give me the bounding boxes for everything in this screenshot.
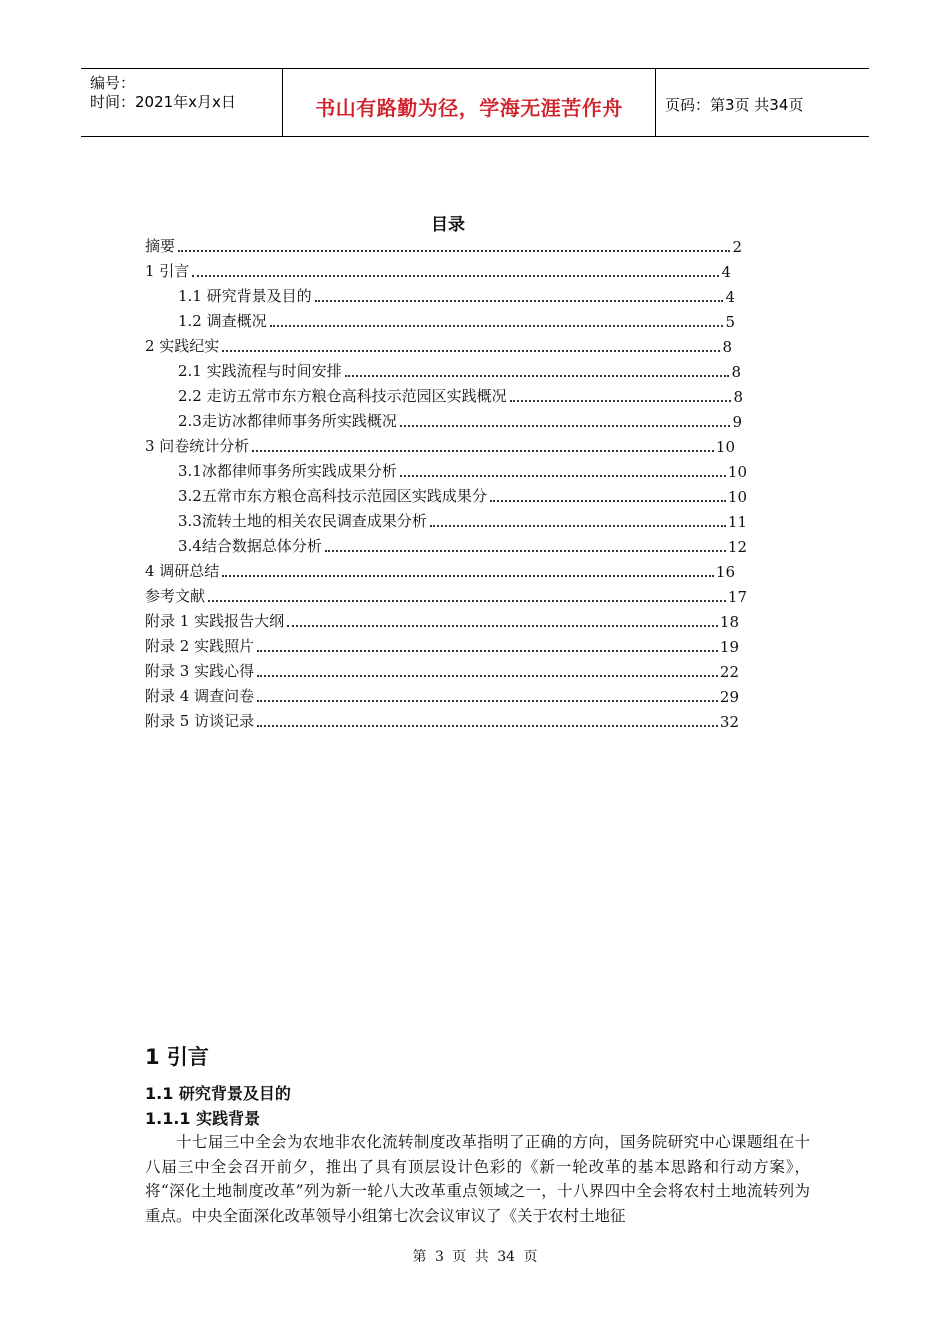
header-motto: 书山有路勤为径，学海无涯苦作舟 xyxy=(315,96,623,120)
toc-leader-dots xyxy=(257,699,718,702)
toc-entry-label: 1.2 调查概况 xyxy=(178,312,267,330)
toc-entry-label: 1.1 研究背景及目的 xyxy=(178,287,312,305)
toc-entry-page: 4 xyxy=(725,288,735,306)
toc-entry-3-4[interactable] xyxy=(178,534,747,556)
toc-entry-label: 3.4结合数据总体分析 xyxy=(178,537,322,555)
toc-leader-dots xyxy=(400,474,726,477)
header-info-cell xyxy=(81,69,282,136)
toc-leader-dots xyxy=(430,524,726,527)
toc-entry-3[interactable] xyxy=(145,434,735,456)
toc-entry-1-2[interactable] xyxy=(178,309,735,331)
toc-entry-label: 2 实践纪实 xyxy=(145,337,220,355)
toc-leader-dots xyxy=(178,249,730,252)
toc-title: 目录 xyxy=(431,215,465,235)
toc-entry-label: 附录 4 调查问卷 xyxy=(145,687,255,705)
toc-leader-dots xyxy=(490,499,726,502)
toc-entry-references[interactable] xyxy=(145,584,747,606)
toc-entry-page: 18 xyxy=(719,613,739,631)
toc-leader-dots xyxy=(222,574,714,577)
toc-entry-label: 摘要 xyxy=(145,237,176,255)
toc-leader-dots xyxy=(325,549,726,552)
toc-entry-page: 22 xyxy=(719,663,739,681)
toc-leader-dots xyxy=(287,624,718,627)
toc-entry-page: 8 xyxy=(731,363,741,381)
toc-entry-label: 2.1 实践流程与时间安排 xyxy=(178,362,342,380)
toc-entry-page: 10 xyxy=(727,463,747,481)
toc-entry-page: 4 xyxy=(721,263,731,281)
toc-entry-page: 12 xyxy=(727,538,747,556)
toc-leader-dots xyxy=(315,299,724,302)
toc-entry-page: 32 xyxy=(719,713,739,731)
header-page-cell xyxy=(655,69,869,136)
toc-leader-dots xyxy=(208,599,726,602)
toc-entry-page: 5 xyxy=(725,313,735,331)
toc-entry-label: 2.2 走访五常市东方粮仓高科技示范园区实践概况 xyxy=(178,387,507,405)
toc-entry-label: 3.1冰都律师事务所实践成果分析 xyxy=(178,462,397,480)
toc-entry-label: 2.3走访冰都律师事务所实践概况 xyxy=(178,412,397,430)
toc-entry-3-1[interactable] xyxy=(178,459,747,481)
toc-leader-dots xyxy=(222,349,720,352)
toc-leader-dots xyxy=(257,724,718,727)
toc-entry-label: 1 引言 xyxy=(145,262,190,280)
toc-entry-label: 附录 1 实践报告大纲 xyxy=(145,612,285,630)
toc-leader-dots xyxy=(252,449,714,452)
header-page-number: 页码：第3页 共34页 xyxy=(665,96,804,114)
toc-leader-dots xyxy=(400,424,731,427)
toc-entry-page: 10 xyxy=(727,488,747,506)
toc-entry-page: 16 xyxy=(715,563,735,581)
toc-leader-dots xyxy=(257,649,718,652)
page-header xyxy=(81,68,869,137)
toc-entry-label: 3.2五常市东方粮仓高科技示范园区实践成果分 xyxy=(178,487,487,505)
toc-leader-dots xyxy=(270,324,724,327)
toc-entry-appendix-5[interactable] xyxy=(145,709,739,731)
toc-entry-2-1[interactable] xyxy=(178,359,741,381)
toc-entry-2-3[interactable] xyxy=(178,409,742,431)
body-paragraph: 十七届三中全会为农地非农化流转制度改革指明了正确的方向，国务院研究中心课题组在十八届三中全会召开前夕，推出了具有顶层设计色彩的《新一轮改革的基本思路和行动方案》，将“深化土地制度改革”列为新一轮八大改革重点领域之一，十八界四中全会将农村土地流转列为重点。中央全面深化改革领导小组第七次会议审议了《关于农村土地征 xyxy=(145,1133,810,1225)
toc-entry-appendix-4[interactable] xyxy=(145,684,739,706)
toc-entry-appendix-3[interactable] xyxy=(145,659,739,681)
toc-entry-4[interactable] xyxy=(145,559,735,581)
toc-entry-2-2[interactable] xyxy=(178,384,743,406)
toc-entry-page: 2 xyxy=(732,238,742,256)
document-number-label: 编号： xyxy=(90,74,136,92)
toc-leader-dots xyxy=(345,374,730,377)
toc-leader-dots xyxy=(510,399,732,402)
toc-entry-page: 9 xyxy=(732,413,742,431)
toc-entry-label: 附录 2 实践照片 xyxy=(145,637,255,655)
toc-entry-3-2[interactable] xyxy=(178,484,747,506)
toc-entry-page: 8 xyxy=(733,388,743,406)
toc-entry-appendix-2[interactable] xyxy=(145,634,739,656)
toc-entry-abstract[interactable] xyxy=(145,234,742,256)
toc-entry-page: 8 xyxy=(722,338,732,356)
page-footer: 第 3 页 共 34 页 xyxy=(412,1249,538,1265)
toc-entry-label: 4 调研总结 xyxy=(145,562,220,580)
toc-entry-label: 3.3流转土地的相关农民调查成果分析 xyxy=(178,512,427,530)
toc-entry-label: 附录 5 访谈记录 xyxy=(145,712,255,730)
toc-entry-2[interactable] xyxy=(145,334,732,356)
toc-entry-1-1[interactable] xyxy=(178,284,735,306)
toc-entry-label: 3 问卷统计分析 xyxy=(145,437,250,455)
section-heading-1-1-1: 1.1.1 实践背景 xyxy=(145,1109,261,1128)
toc-entry-label: 附录 3 实践心得 xyxy=(145,662,255,680)
section-heading-1: 1 引言 xyxy=(145,1045,209,1069)
toc-entry-intro[interactable] xyxy=(145,259,731,281)
toc-leader-dots xyxy=(257,674,718,677)
toc-entry-appendix-1[interactable] xyxy=(145,609,739,631)
toc-entry-3-3[interactable] xyxy=(178,509,747,531)
section-heading-1-1: 1.1 研究背景及目的 xyxy=(145,1084,291,1103)
toc-entry-page: 11 xyxy=(727,513,747,531)
header-motto-cell xyxy=(282,69,656,136)
toc-leader-dots xyxy=(192,274,719,277)
toc-entry-label: 参考文献 xyxy=(145,587,206,605)
toc-entry-page: 29 xyxy=(719,688,739,706)
toc-entry-page: 19 xyxy=(719,638,739,656)
toc-entry-page: 10 xyxy=(715,438,735,456)
document-date-label: 时间：2021年x月x日 xyxy=(90,93,236,111)
toc-entry-page: 17 xyxy=(727,588,747,606)
